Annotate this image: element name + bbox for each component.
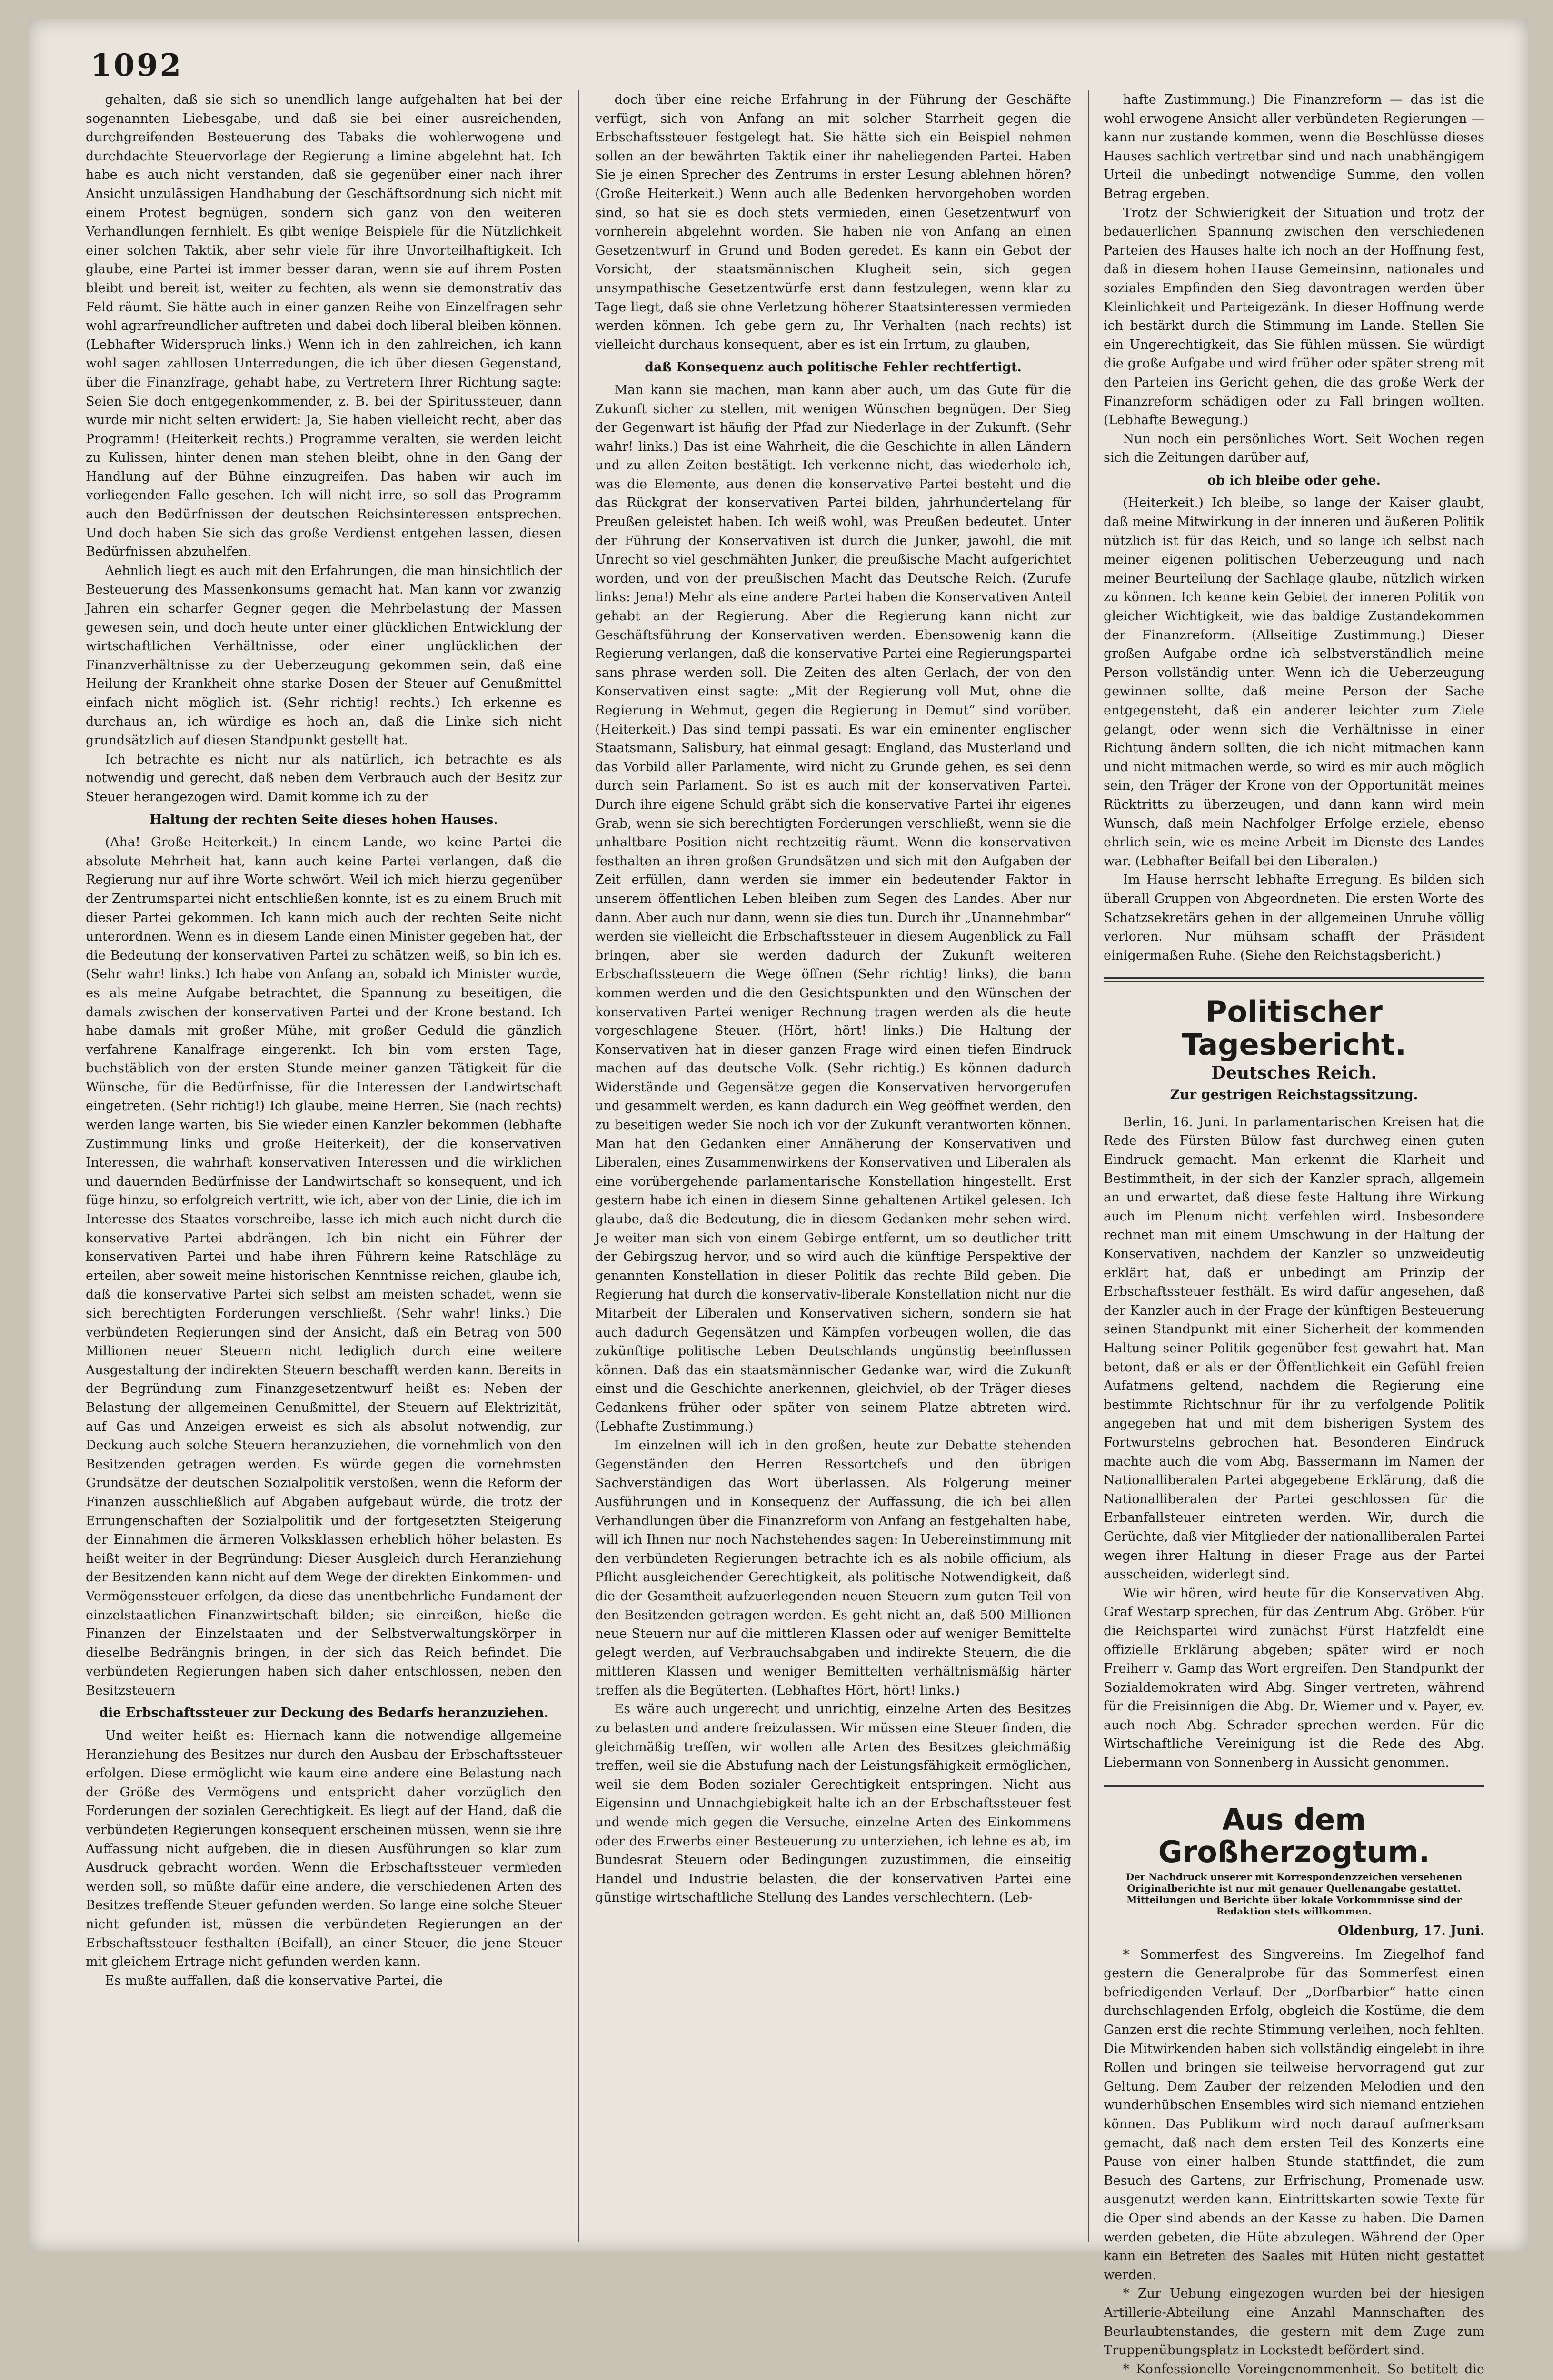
paragraph: Berlin, 16. Juni. In parlamentarischen Kreisen hat die Rede des Fürsten Bülow fast durchweg einen guten Eindruck gemacht. Man erkennt die Klarheit und Bestimmtheit, in der sich der Kanzler sprach, allgemein an und erwartet, daß diese feste Haltung ihre Wirkung auch im Plenum nicht verfehlen wird. Insbesondere rechnet man mit einem Umschwung in der Haltung der Konservativen, nachdem der Kanzler so unzweideutig erklärt hat, daß er unbedingt am Prinzip der Erbschaftssteuer festhält. Es wird dafür angesehen, daß der Kanzler auch in der Frage der künftigen Besteuerung seinen Standpunkt mit einer Sicherheit der kommenden Haltung seiner Politik gegenüber fest gewahrt hat. Man betont, daß er als er der Öffentlichkeit ein Gefühl freien Aufatmens geltend, nachdem die Regierung eine bestimmte Richtschnur für ihr zu verfolgende Politik angegeben hat und mit dem bisherigen System des Fortwurstelns gebrochen hat. Besonderen Eindruck machte auch die vom Abg. Bassermann im Namen der Nationalliberalen Partei abgegebene Erklärung, daß die Nationalliberalen der Partei geschlossen für die Erbanfallsteuer eintreten werden. Wir, durch die Gerüchte, daß vier Mitglieder der nationalliberalen Partei wegen ihrer Haltung in dieser Frage aus der Partei ausscheiden, widerlegt sind. <box>1104 1114 1484 1582</box>
column-divider <box>578 90 579 2242</box>
paragraph: Man kann sie machen, man kann aber auch, um das Gute für die Zukunft sicher zu stellen, mit wenigen Wünschen begnügen. Der Sieg der Gegenwart ist häufig der Pfad zur Niederlage in der Zukunft. (Sehr wahr! links.) Das ist eine Wahrheit, die die Geschichte in allen Ländern und zu allen Zeiten bestätigt. Ich verkenne nicht, das wiederhole ich, was die Elemente, aus denen die konservative Partei besteht und die das Rückgrat der konservativen Partei bilden, jahrhundertelang für Preußen geleistet haben. Ich weiß wohl, was Preußen bedeutet. Unter der Führung der Konservativen ist durch die Junker, jawohl, die mit Unrecht so viel geschmähten Junker, die preußische Macht aufgerichtet worden, und von der preußischen Macht das Deutsche Reich. (Zurufe links: Jena!) Mehr als eine andere Partei haben die Konservativen Anteil gehabt an der Regierung. Aber die Regierung kann nicht zur Geschäftsführung der Konservativen werden. Ebensowenig kann die Regierung verlangen, daß die konservative Partei eine Regierungspartei sans phrase werden soll. Die Zeiten des alten Gerlach, der von den Konservativen einst sagte: „Mit der Regierung voll Mut, ohne die Regierung in Wehmut, gegen die Regierung in Demut“ sind vorüber. (Heiterkeit.) Das sind tempi passati. Es war ein eminenter englischer Staatsmann, Salisbury, hat einmal gesagt: England, das Musterland und das Vorbild aller Parlamente, wird nicht zu Grunde gehen, es sei denn durch sein Parlament. So ist es auch mit der konservativen Partei. Durch ihre eigene Schuld gräbt sich die konservative Partei ihr eigenes Grab, wenn sie sich berechtigten Forderungen verschließt, wenn sie die unhaltbare Position nicht rechtzeitig räumt. Wenn die konservativen festhalten an ihren großen Grundsätzen und sich mit den Aufgaben der Zeit erfüllen, dann werden sie immer ein bedeutender Faktor in unserem öffentlichen Leben bleiben zum Segen des Landes. Aber nur dann. Aber auch nur dann, wenn sie dies tun. Durch ihr „Unannehmbar“ werden sie vielleicht die Erbschaftssteuer in diesem Augenblick zu Fall bringen, aber sie werden dadurch der Zukunft weiteren Erbschaftssteuern die Wege öffnen (Sehr richtig! links), die bann kommen werden und die den Gesichtspunkten und den Wünschen der konservativen Partei weniger Rechnung tragen werden als die heute vorgeschlagene Steuer. (Hört, hört! links.) Die Haltung der Konservativen hat in dieser ganzen Frage wird einen tiefen Eindruck machen auf das deutsche Volk. (Sehr richtig.) Es können dadurch Widerstände und Gegensätze gegen die Konservativen hervorgerufen und gesammelt werden, es kann dadurch ein Weg geöffnet werden, den zu beseitigen weder Sie noch ich vor der Zukunft verantworten können. Man hat den Gedanken einer Annäherung der Konservativen und Liberalen, eines Zusammenwirkens der Konservativen und Liberalen als eine vorübergehende parlamentarische Konstellation hingestellt. Erst gestern habe ich einen in diesem Sinne gehaltenen Artikel gelesen. Ich glaube, daß die Bedeutung, die in diesem Gedanken mehr sehen wird. Je weiter man sich von einem Gebirge entfernt, um so deutlicher tritt der Gebirgszug hervor, und so wird auch die künftige Perspektive der genannten Konstellation in dieser Politik das rechte Bild geben. Die Regierung hat durch die konservativ-liberale Konstellation nicht nur die Mitarbeit der Liberalen und Konservativen sichern, sondern sie hat auch dadurch Gegensätzen und Kämpfen vorbeugen wollen, die das zukünftige politische Leben Deutschlands ungünstig beeinflussen können. Daß das ein staatsmännischer Gedanke war, wird die Zukunft einst und die Geschichte anerkennen, gleichviel, ob der Träger dieses Gedankens früher oder später von seinem Platze abtreten wird. (Lebhafte Zustimmung.) <box>595 382 1071 1434</box>
paragraph: Und weiter heißt es: Hiernach kann die notwendige allgemeine Heranziehung des Besitzes nur durch den Ausbau der Erbschaftssteuer erfolgen. Diese ermöglicht wie kaum eine andere eine Belastung nach der Größe des Vermögens und entspricht daher vorzüglich den Forderungen der sozialen Gerechtigkeit. Es liegt auf der Hand, daß die verbündeten Regierungen konsequent erscheinen müssen, wenn sie ihre Auffassung nicht aufgeben, die in diesen Ausführungen so klar zum Ausdruck gebracht worden. Wenn die Erbschaftssteuer vermieden werden soll, so müßte dafür eine andere, die verschiedenen Arten des Besitzes treffende Steuer gefunden werden. So lange eine solche Steuer nicht gefunden ist, müssen die verbündeten Regierungen an der Erbschaftssteuer festhalten (Beifall), an einer Steuer, die jene Steuer mit gleichem Ertrage nicht gefunden werden kann. <box>86 1728 562 1970</box>
paragraph: * Zur Uebung eingezogen wurden bei der hiesigen Artillerie-Abteilung eine Anzahl Mannschaften des Beurlaubtenstandes, die gestern mit dem Zuge zum Truppenübungsplatz in Lockstedt befördert sind. <box>1104 2286 1484 2358</box>
column-3 <box>1104 90 1484 2377</box>
section-subtitle-2: Zur gestrigen Reichstagssitzung. <box>1170 1087 1418 1103</box>
paragraph: (Heiterkeit.) Ich bleibe, so lange der Kaiser glaubt, daß meine Mitwirkung in der inneren und äußeren Politik nützlich ist für das Reich, und so lange ich selbst nach meiner eigenen politischen Ueberzeugung und nach meiner Beurteilung der Sachlage glaube, nützlich wirken zu können. Ich kenne kein Gebiet der inneren Politik von gleicher Wichtigkeit, wie das baldige Zustandekommen der Finanzreform. (Allseitige Zustimmung.) Dieser großen Aufgabe ordne ich selbstverständlich meine Person vollständig unter. Wenn ich die Ueberzeugung gewinnen sollte, daß meine Person der Sache entgegensteht, daß ein anderer leichter zum Ziele gelangt, oder wenn sich die Verhältnisse in einer Richtung ändern sollten, die ich nicht mitmachen kann und nicht mitmachen werde, so wird es mir auch möglich sein, den Träger der Krone von der Opportunität meines Rücktritts zu überzeugen, und dann kann wird mein Wunsch, daß mein Nachfolger Erfolge erziele, ebenso ehrlich sein, wie es meine Arbeit im Dienste des Landes war. (Lebhafter Beifall bei den Liberalen.) <box>1104 496 1484 869</box>
subheading: die Erbschaftssteuer zur Deckung des Bedarfs heranzuziehen. <box>99 1706 548 1721</box>
paragraph: hafte Zustimmung.) Die Finanzreform — das ist die wohl erwogene Ansicht aller verbündeten Regierungen — kann nur zustande kommen, wenn die Beschlüsse dieses Hauses sachlich vertretbar sind und nach unabhängigem Urteil die unbedingt notwendige Summe, den vollen Betrag ergeben. <box>1104 92 1484 201</box>
paragraph: Es mußte auffallen, daß die konservative Partei, die <box>105 1973 443 1988</box>
paragraph: Trotz der Schwierigkeit der Situation und trotz der bedauerlichen Spannung zwischen den verschiedenen Parteien des Hauses halte ich noch an der Hoffnung fest, daß in diesem hohen Hause Gemeinsinn, nationales und soziales Empfinden den Sieg davontragen werden über Kleinlichkeit und Parteigezänk. In dieser Hoffnung werde ich bestärkt durch die Stimmung im Lande. Stellen Sie ein Ungerechtigkeit, das Sie fühlen müssen. Sie würdigt die große Aufgabe und wird früher oder später streng mit den Parteien ins Gericht gehen, die das große Werk der Finanzreform schädigen oder zu Fall bringen wollten. (Lebhafte Bewegung.) <box>1104 205 1484 428</box>
paragraph: * Sommerfest des Singvereins. Im Ziegelhof fand gestern die Generalprobe für das Sommerfest einen befriedigenden Verlauf. Der „Dorfbarbier“ hatte einen durchschlagenden Erfolg, obgleich die Kostüme, die dem Ganzen erst die rechte Stimmung verleihen, noch fehlten. Die Mitwirkenden haben sich vollständig eingelebt in ihre Rollen und bringen sie teilweise hervorragend gut zur Geltung. Dem Zauber der reizenden Melodien und den wunderhübschen Ensembles wird sich niemand entziehen können. Das Publikum wird noch darauf aufmerksam gemacht, daß nach dem ersten Teil des Konzerts eine Pause von einer halben Stunde stattfindet, die zum Besuch des Gartens, zur Erfrischung, Promenade usw. ausgenutzt werden kann. Eintrittskarten sowie Texte für die Oper sind abends an der Kasse zu haben. Die Damen werden gebeten, die Hüte abzulegen. Während der Oper kann ein Betreten des Saales mit Hüten nicht gestattet werden. <box>1104 1947 1484 2282</box>
column-1 <box>86 90 562 2242</box>
paragraph: Im Hause herrscht lebhafte Erregung. Es bilden sich überall Gruppen von Abgeordneten. Die ersten Worte des Schatzsekretärs gehen in der allgemeinen Unruhe völlig verloren. Nur mühsam schafft der Präsident einigermaßen Ruhe. (Siehe den Reichstagsbericht.) <box>1104 873 1484 963</box>
page-number: 1092 <box>90 48 183 83</box>
dateline: Oldenburg, 17. Juni. <box>1338 1924 1484 1939</box>
paragraph: gehalten, daß sie sich so unendlich lange aufgehalten hat bei der sogenannten Liebesgabe, und daß sie bei einer ausreichenden, durchgreifenden Besteuerung des Tabaks die wohlerwogene und durchdachte Steuervorlage der Regierung a limine abgelehnt hat. Ich habe es auch nicht verstanden, daß sie gegenüber einer nach ihrer Ansicht unzulässigen Handhabung der Geschäftsordnung sich nicht mit einem Protest begnügen, sondern sich ganz von den weiteren Verhandlungen fernhielt. Es gibt wenige Beispiele für die Nützlichkeit einer solchen Taktik, aber sehr viele für ihre Unvorteilhaftigkeit. Ich glaube, eine Partei ist immer besser daran, wenn sie auf ihrem Posten bleibt und bereit ist, weiter zu fechten, als wenn sie demonstrativ das Feld räumt. Sie hätte auch in einer ganzen Reihe von Einzelfragen sehr wohl agrarfreundlicher auftreten und dabei doch liberal bleiben können. (Lebhafter Widerspruch links.) Wenn ich in den zahlreichen, ich kann wohl sagen zahllosen Unterredungen, die ich über diesen Gegenstand, über die Finanzfrage, gehabt habe, zu Vertretern Ihrer Richtung sagte: Seien Sie doch entgegenkommender, z. B. bei der Spiritussteuer, dann wurde mir nicht selten erwidert: Ja, Sie haben vielleicht recht, aber das Programm! (Heiterkeit rechts.) Programme veralten, sie werden leicht zu Kulissen, hinter denen man stehen bleibt, ohne in den Gang der Handlung auf der Bühne einzugreifen. Das haben wir auch im vorliegenden Falle gesehen. Ich will nicht irre, so soll das Programm auch den Bedürfnissen der deutschen Reichsinteressen entsprechen. Und doch haben Sie sich das große Verdienst entgehen lassen, diesen Bedürfnissen abzuhelfen. <box>86 92 562 560</box>
section-subtitle: Deutsches Reich. <box>1211 1062 1377 1083</box>
section-title-politischer-tagesbericht: Politischer Tagesbericht. <box>1182 994 1406 1062</box>
paragraph: * Konfessionelle Voreingenommenheit. So betitelt die <box>1123 2361 1484 2377</box>
paragraph: Es wäre auch ungerecht und unrichtig, einzelne Arten des Besitzes zu belasten und andere freizulassen. Wir müssen eine Steuer finden, die gleichmäßig treffen, wir wollen alle Arten des Besitzes gleichmäßig treffen, weil sie die Abstufung nach der Leistungsfähigkeit ermöglichen, weil sie dem Boden sozialer Gerechtigkeit entspringen. Nicht aus Eigensinn und Unnachgiebigkeit halte ich an der Erbschaftssteuer fest und wende mich gegen die Versuche, einzelne Arten des Einkommens oder des Erwerbs einer Besteuerung zu unterziehen, ich lehne es ab, im Bundesrat Steuern oder Bedingungen zuzustimmen, die einseitig Handel und Industrie belasten, die der konservativen Partei eine günstige wirtschaftliche Stellung des Landes verschlechtern. (Leb- <box>595 1702 1071 1905</box>
paragraph: Im einzelnen will ich in den großen, heute zur Debatte stehenden Gegenständen den Herren Ressortchefs und den übrigen Sachverständigen das Wort überlassen. Als Folgerung meiner Ausführungen und in Konsequenz der Auffassung, die ich bei allen Verhandlungen über die Finanzreform von Anfang an festgehalten habe, will ich Ihnen nur noch Nachstehendes sagen: In Uebereinstimmung mit den verbündeten Regierungen betrachte ich es als nobile officium, als Pflicht ausgleichender Gerechtigkeit, als politische Notwendigkeit, daß die der Gesamtheit aufzuerlegenden neuen Steuern zum guten Teil von den Besitzenden getragen werden. Es geht nicht an, daß 500 Millionen neue Steuern nur auf die mittleren Klassen oder auf weniger Bemittelte gelegt werden, auf Verbrauchsabgaben und indirekte Steuern, die die mittleren Klassen und weniger Bemittelten verhältnismäßig härter treffen als die Begüterten. (Lebhaftes Hört, hört! links.) <box>595 1438 1071 1698</box>
reprint-notice: Der Nachdruck unserer mit Korrespondenzzeichen versehenen Originalberichte ist nur mit genauer Quellenangabe gestattet. Mitteilungen und Berichte über lokale Vorkommnisse sind der Redaktion stets willkommen. <box>1125 1871 1463 1917</box>
paragraph: doch über eine reiche Erfahrung in der Führung der Geschäfte verfügt, sich von Anfang an mit solcher Starrheit gegen die Erbschaftssteuer festgelegt hat. Sie hätte sich ein Beispiel nehmen sollen an der bewährten Taktik einer ihr naheliegenden Partei. Haben Sie je einen Sprecher des Zentrums in erster Lesung ablehnen hören? (Große Heiterkeit.) Wenn auch alle Bedenken hervorgehoben worden sind, so hat sie es doch stets vermieden, einen Gesetzentwurf von vornherein abgelehnt worden. Sie haben nie von Anfang an einen Gesetzentwurf in Grund und Boden geredet. Es kann ein Gebot der Vorsicht, der staatsmännischen Klugheit sein, sich gegen unsympathische Gesetzentwürfe erst dann festzulegen, wenn klar zu Tage liegt, daß sie ohne Verletzung höherer Staatsinteressen vermieden werden können. Ich gebe gern zu, Ihr Verhalten (nach rechts) ist vielleicht durchaus konsequent, aber es ist ein Irrtum, zu glauben, <box>595 92 1071 352</box>
subheading: daß Konsequenz auch politische Fehler rechtfertigt. <box>645 360 1022 375</box>
column-2 <box>595 90 1071 2242</box>
subheading: ob ich bleibe oder gehe. <box>1207 473 1381 488</box>
paragraph: (Aha! Große Heiterkeit.) In einem Lande, wo keine Partei die absolute Mehrheit hat, kann auch keine Partei verlangen, daß die Regierung nur auf ihre Worte schwört. Weil ich mich hierzu gegenüber der Zentrumspartei nicht entschließen konnte, ist es zu einem Bruch mit dieser Partei gekommen. Ich kann mich auch der rechten Seite nicht unterordnen. Wenn es in diesem Lande einen Minister gegeben hat, der die Bedeutung der konservativen Partei zu schätzen weiß, so bin ich es. (Sehr wahr! links.) Ich habe von Anfang an, sobald ich Minister wurde, es als meine Aufgabe betrachtet, die Spannung zu beseitigen, die damals zwischen der konservativen Partei und der Krone bestand. Ich habe damals mit großer Mühe, mit großer Geduld die gänzlich verfahrene Kanalfrage eingerenkt. Ich bin vom ersten Tage, buchstäblich von der ersten Stunde meiner ganzen Tätigkeit für die Wünsche, für die Bedürfnisse, für die Interessen der Landwirtschaft eingetreten. (Sehr richtig!) Ich glaube, meine Herren, Sie (nach rechts) werden lange warten, bis Sie wieder einen Kanzler bekommen (lebhafte Zustimmung links und große Heiterkeit), der die konservativen Interessen, die wahrhaft konservativen Interessen und die wirklichen und dauernden Bedürfnisse der Landwirtschaft so konsequent, und ich füge hinzu, so erfolgreich vertritt, wie ich, aber von der Linie, die ich im Interesse des Staates vorschreibe, lasse ich mich auch nicht durch die konservative Partei abdrängen. Ich bin nicht ein Führer der konservativen Partei und habe ihren Führern keine Ratschläge zu erteilen, aber soweit meine historischen Kenntnisse reichen, glaube ich, daß die konservative Partei sich selbst am meisten schadet, wenn sie sich berechtigten Forderungen verschließt. (Sehr wahr! links.) Die verbündeten Regierungen sind der Ansicht, daß ein Betrag von 500 Millionen neuer Steuern nicht lediglich durch eine weitere Ausgestaltung der indirekten Steuern beschafft werden kann. Bereits in der Begründung zum Finanzgesetzentwurf heißt es: Neben der Belastung der allgemeinen Genußmittel, der Steuern auf Elektrizität, auf Gas und Anzeigen erweist es sich als absolut notwendig, zur Deckung auch solche Steuern heranzuziehen, die vornehmlich von den Besitzenden getragen werden. Es würde gegen die vornehmsten Grundsätze der deutschen Sozialpolitik verstoßen, wenn die Reform der Finanzen ausschließlich auf Abgaben aufgebaut würde, die trotz der Errungenschaften der Sozialpolitik und der fortgesetzten Steigerung der Einnahmen die ärmeren Volksklassen erheblich höher belasten. Es heißt weiter in der Begründung: Dieser Ausgleich durch Heranziehung der Besitzenden kann nicht auf dem Wege der direkten Einkommen- und Vermögenssteuer erfolgen, da diese das unentbehrliche Fundament der einzelstaatlichen Finanzwirtschaft bilden; sie einreißen, hieße die Finanzen der Einzelstaaten und der Selbstverwaltungskörper in dieselbe Bedrängnis bringen, in der sich das Reich befindet. Die verbündeten Regierungen haben sich daher entschlossen, neben den Besitzsteuern <box>86 835 562 1698</box>
newspaper-page <box>29 19 1528 2377</box>
section-divider <box>1104 1785 1484 1789</box>
subheading: Haltung der rechten Seite dieses hohen Hauses. <box>149 812 498 827</box>
paragraph: Ich betrachte es nicht nur als natürlich, ich betrachte es als notwendig und gerecht, daß neben dem Verbrauch auch der Besitz zur Steuer herangezogen wird. Damit komme ich zu der <box>86 752 562 804</box>
column-divider <box>1088 90 1089 2242</box>
paragraph: Aehnlich liegt es auch mit den Erfahrungen, die man hinsichtlich der Besteuerung des Massenkonsums gemacht hat. Man kann vor zwanzig Jahren ein scharfer Gegner gegen die Mehrbelastung der Massen gewesen sein, und doch heute unter einer glücklichen Entwicklung der wirtschaftlichen Verhältnisse, oder einer unglücklichen der Finanzverhältnisse zu der Ueberzeugung gekommen sein, daß eine Heilung der Krankheit ohne starke Dosen der Steuer auf Genußmittel einfach nicht möglich ist. (Sehr richtig! rechts.) Ich erkenne es durchaus an, ich würdige es hoch an, daß die Linke sich nicht grundsätzlich auf diesen Standpunkt gestellt hat. <box>86 563 562 748</box>
paragraph: Wie wir hören, wird heute für die Konservativen Abg. Graf Westarp sprechen, für das Zentrum Abg. Gröber. Für die Reichspartei wird zunächst Fürst Hatzfeldt eine offizielle Erklärung abgeben; später wird er noch Freiherr v. Gamp das Wort ergreifen. Den Standpunkt der Sozialdemokraten wird Abg. Singer vertreten, während für die Freisinnigen die Abg. Dr. Wiemer und v. Payer, ev. auch noch Abg. Schrader sprechen werden. Für die Wirtschaftliche Vereinigung ist die Rede des Abg. Liebermann von Sonnenberg in Aussicht genommen. <box>1104 1586 1484 1771</box>
section-divider <box>1104 977 1484 982</box>
paragraph: Nun noch ein persönliches Wort. Seit Wochen regen sich die Zeitungen darüber auf, <box>1104 431 1484 466</box>
section-title-aus-dem-grossherzogtum: Aus dem Großherzogtum. <box>1158 1802 1430 1869</box>
